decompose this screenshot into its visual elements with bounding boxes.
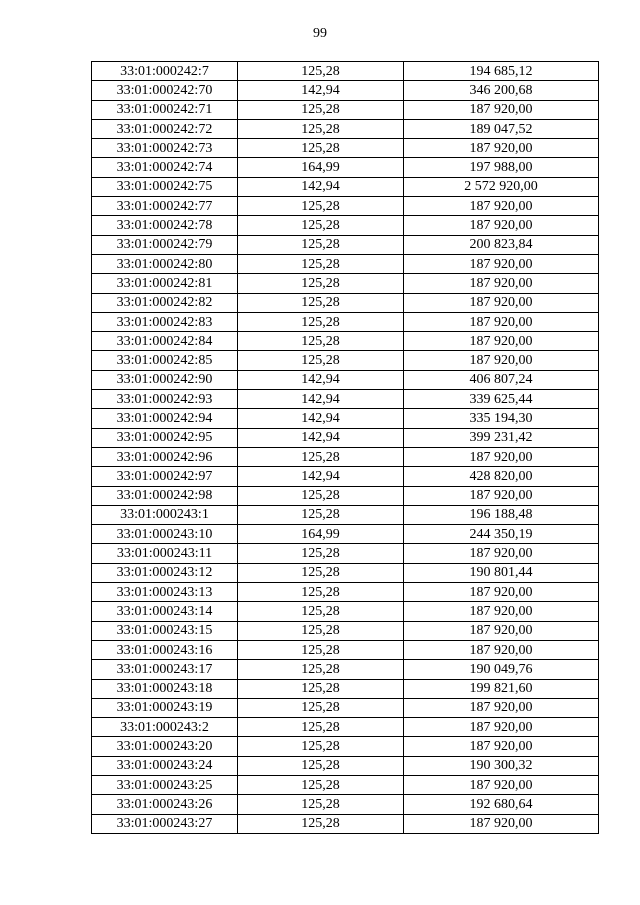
table-row	[92, 293, 599, 312]
cadastral-number-cell: 33:01:000243:27	[92, 814, 238, 833]
cadastral-number-cell: 33:01:000243:14	[92, 602, 238, 621]
cadastral-number-cell: 33:01:000242:80	[92, 254, 238, 273]
table-row	[92, 795, 599, 814]
value-cell: 406 807,24	[404, 370, 599, 389]
table-row	[92, 197, 599, 216]
area-cell: 125,28	[238, 698, 404, 717]
value-cell: 187 920,00	[404, 447, 599, 466]
cadastral-number-cell: 33:01:000243:2	[92, 718, 238, 737]
value-cell: 187 920,00	[404, 139, 599, 158]
value-cell: 335 194,30	[404, 409, 599, 428]
table-row	[92, 370, 599, 389]
value-cell: 190 049,76	[404, 660, 599, 679]
value-cell: 200 823,84	[404, 235, 599, 254]
table-row	[92, 312, 599, 331]
table-row	[92, 718, 599, 737]
cadastral-number-cell: 33:01:000243:26	[92, 795, 238, 814]
value-cell: 197 988,00	[404, 158, 599, 177]
cadastral-number-cell: 33:01:000242:79	[92, 235, 238, 254]
value-cell: 2 572 920,00	[404, 177, 599, 196]
area-cell: 125,28	[238, 795, 404, 814]
area-cell: 125,28	[238, 563, 404, 582]
area-cell: 125,28	[238, 447, 404, 466]
cadastral-number-cell: 33:01:000242:70	[92, 81, 238, 100]
area-cell: 142,94	[238, 81, 404, 100]
cadastral-number-cell: 33:01:000242:81	[92, 274, 238, 293]
value-cell: 190 300,32	[404, 756, 599, 775]
area-cell: 125,28	[238, 583, 404, 602]
value-cell: 187 920,00	[404, 718, 599, 737]
value-cell: 187 920,00	[404, 293, 599, 312]
area-cell: 125,28	[238, 718, 404, 737]
table-row	[92, 177, 599, 196]
cadastral-number-cell: 33:01:000242:74	[92, 158, 238, 177]
value-cell: 187 920,00	[404, 274, 599, 293]
value-cell: 346 200,68	[404, 81, 599, 100]
table-row	[92, 81, 599, 100]
value-cell: 187 920,00	[404, 254, 599, 273]
area-cell: 125,28	[238, 679, 404, 698]
cadastral-number-cell: 33:01:000242:83	[92, 312, 238, 331]
table-row	[92, 525, 599, 544]
area-cell: 142,94	[238, 370, 404, 389]
table-row	[92, 698, 599, 717]
value-cell: 187 920,00	[404, 583, 599, 602]
area-cell: 125,28	[238, 119, 404, 138]
area-cell: 164,99	[238, 158, 404, 177]
cadastral-number-cell: 33:01:000242:7	[92, 62, 238, 81]
cadastral-number-cell: 33:01:000243:24	[92, 756, 238, 775]
area-cell: 142,94	[238, 409, 404, 428]
area-cell: 142,94	[238, 390, 404, 409]
cadastral-number-cell: 33:01:000242:94	[92, 409, 238, 428]
area-cell: 125,28	[238, 197, 404, 216]
table-row	[92, 351, 599, 370]
table-row	[92, 467, 599, 486]
cadastral-number-cell: 33:01:000243:15	[92, 621, 238, 640]
value-cell: 187 920,00	[404, 737, 599, 756]
value-cell: 189 047,52	[404, 119, 599, 138]
table-row	[92, 814, 599, 833]
value-cell: 187 920,00	[404, 332, 599, 351]
table-row	[92, 254, 599, 273]
area-cell: 125,28	[238, 254, 404, 273]
value-cell: 187 920,00	[404, 698, 599, 717]
area-cell: 125,28	[238, 100, 404, 119]
table-row	[92, 602, 599, 621]
cadastral-number-cell: 33:01:000242:73	[92, 139, 238, 158]
table-row	[92, 505, 599, 524]
cadastral-number-cell: 33:01:000243:25	[92, 775, 238, 794]
cadastral-number-cell: 33:01:000242:84	[92, 332, 238, 351]
area-cell: 164,99	[238, 525, 404, 544]
area-cell: 125,28	[238, 216, 404, 235]
cadastral-number-cell: 33:01:000242:90	[92, 370, 238, 389]
area-cell: 125,28	[238, 814, 404, 833]
cadastral-number-cell: 33:01:000242:72	[92, 119, 238, 138]
table-row	[92, 621, 599, 640]
value-cell: 187 920,00	[404, 486, 599, 505]
table-row	[92, 100, 599, 119]
cadastral-number-cell: 33:01:000242:71	[92, 100, 238, 119]
table-row	[92, 447, 599, 466]
value-cell: 187 920,00	[404, 640, 599, 659]
cadastral-number-cell: 33:01:000242:75	[92, 177, 238, 196]
value-cell: 196 188,48	[404, 505, 599, 524]
value-cell: 194 685,12	[404, 62, 599, 81]
area-cell: 125,28	[238, 660, 404, 679]
value-cell: 199 821,60	[404, 679, 599, 698]
table-row	[92, 119, 599, 138]
area-cell: 125,28	[238, 293, 404, 312]
table-row	[92, 640, 599, 659]
table-body	[92, 62, 599, 834]
cadastral-number-cell: 33:01:000242:98	[92, 486, 238, 505]
area-cell: 142,94	[238, 428, 404, 447]
table-row	[92, 660, 599, 679]
value-cell: 187 920,00	[404, 544, 599, 563]
area-cell: 142,94	[238, 177, 404, 196]
table-row	[92, 563, 599, 582]
area-cell: 125,28	[238, 486, 404, 505]
cadastral-number-cell: 33:01:000243:10	[92, 525, 238, 544]
cadastral-number-cell: 33:01:000243:16	[92, 640, 238, 659]
value-cell: 187 920,00	[404, 621, 599, 640]
table-row	[92, 756, 599, 775]
table-row	[92, 583, 599, 602]
cadastral-number-cell: 33:01:000242:97	[92, 467, 238, 486]
cadastral-number-cell: 33:01:000242:82	[92, 293, 238, 312]
table-row	[92, 486, 599, 505]
table-row	[92, 409, 599, 428]
table-row	[92, 139, 599, 158]
cadastral-number-cell: 33:01:000242:95	[92, 428, 238, 447]
cadastral-number-cell: 33:01:000243:17	[92, 660, 238, 679]
cadastral-number-cell: 33:01:000243:12	[92, 563, 238, 582]
table-row	[92, 62, 599, 81]
value-cell: 192 680,64	[404, 795, 599, 814]
table-row	[92, 428, 599, 447]
table-row	[92, 544, 599, 563]
table-row	[92, 158, 599, 177]
area-cell: 125,28	[238, 351, 404, 370]
cadastral-number-cell: 33:01:000243:11	[92, 544, 238, 563]
area-cell: 125,28	[238, 274, 404, 293]
table-row	[92, 332, 599, 351]
cadastral-number-cell: 33:01:000242:85	[92, 351, 238, 370]
value-cell: 244 350,19	[404, 525, 599, 544]
area-cell: 125,28	[238, 505, 404, 524]
value-cell: 339 625,44	[404, 390, 599, 409]
page-number: 99	[313, 26, 327, 41]
area-cell: 125,28	[238, 332, 404, 351]
value-cell: 187 920,00	[404, 775, 599, 794]
area-cell: 125,28	[238, 312, 404, 331]
value-cell: 187 920,00	[404, 351, 599, 370]
area-cell: 125,28	[238, 737, 404, 756]
cadastral-number-cell: 33:01:000243:1	[92, 505, 238, 524]
cadastral-number-cell: 33:01:000242:93	[92, 390, 238, 409]
table-row	[92, 737, 599, 756]
value-cell: 428 820,00	[404, 467, 599, 486]
cadastral-number-cell: 33:01:000243:18	[92, 679, 238, 698]
cadastre-table	[91, 61, 599, 834]
value-cell: 190 801,44	[404, 563, 599, 582]
cadastral-number-cell: 33:01:000243:20	[92, 737, 238, 756]
value-cell: 187 920,00	[404, 602, 599, 621]
area-cell: 125,28	[238, 640, 404, 659]
area-cell: 125,28	[238, 756, 404, 775]
area-cell: 142,94	[238, 467, 404, 486]
area-cell: 125,28	[238, 621, 404, 640]
cadastral-number-cell: 33:01:000242:78	[92, 216, 238, 235]
value-cell: 187 920,00	[404, 814, 599, 833]
area-cell: 125,28	[238, 775, 404, 794]
cadastral-number-cell: 33:01:000242:96	[92, 447, 238, 466]
value-cell: 399 231,42	[404, 428, 599, 447]
value-cell: 187 920,00	[404, 216, 599, 235]
table-row	[92, 216, 599, 235]
area-cell: 125,28	[238, 235, 404, 254]
area-cell: 125,28	[238, 139, 404, 158]
cadastral-number-cell: 33:01:000242:77	[92, 197, 238, 216]
table-row	[92, 775, 599, 794]
value-cell: 187 920,00	[404, 100, 599, 119]
table-row	[92, 235, 599, 254]
area-cell: 125,28	[238, 602, 404, 621]
table-row	[92, 274, 599, 293]
table-row	[92, 679, 599, 698]
value-cell: 187 920,00	[404, 312, 599, 331]
area-cell: 125,28	[238, 544, 404, 563]
cadastral-number-cell: 33:01:000243:13	[92, 583, 238, 602]
value-cell: 187 920,00	[404, 197, 599, 216]
table-row	[92, 390, 599, 409]
area-cell: 125,28	[238, 62, 404, 81]
cadastral-number-cell: 33:01:000243:19	[92, 698, 238, 717]
